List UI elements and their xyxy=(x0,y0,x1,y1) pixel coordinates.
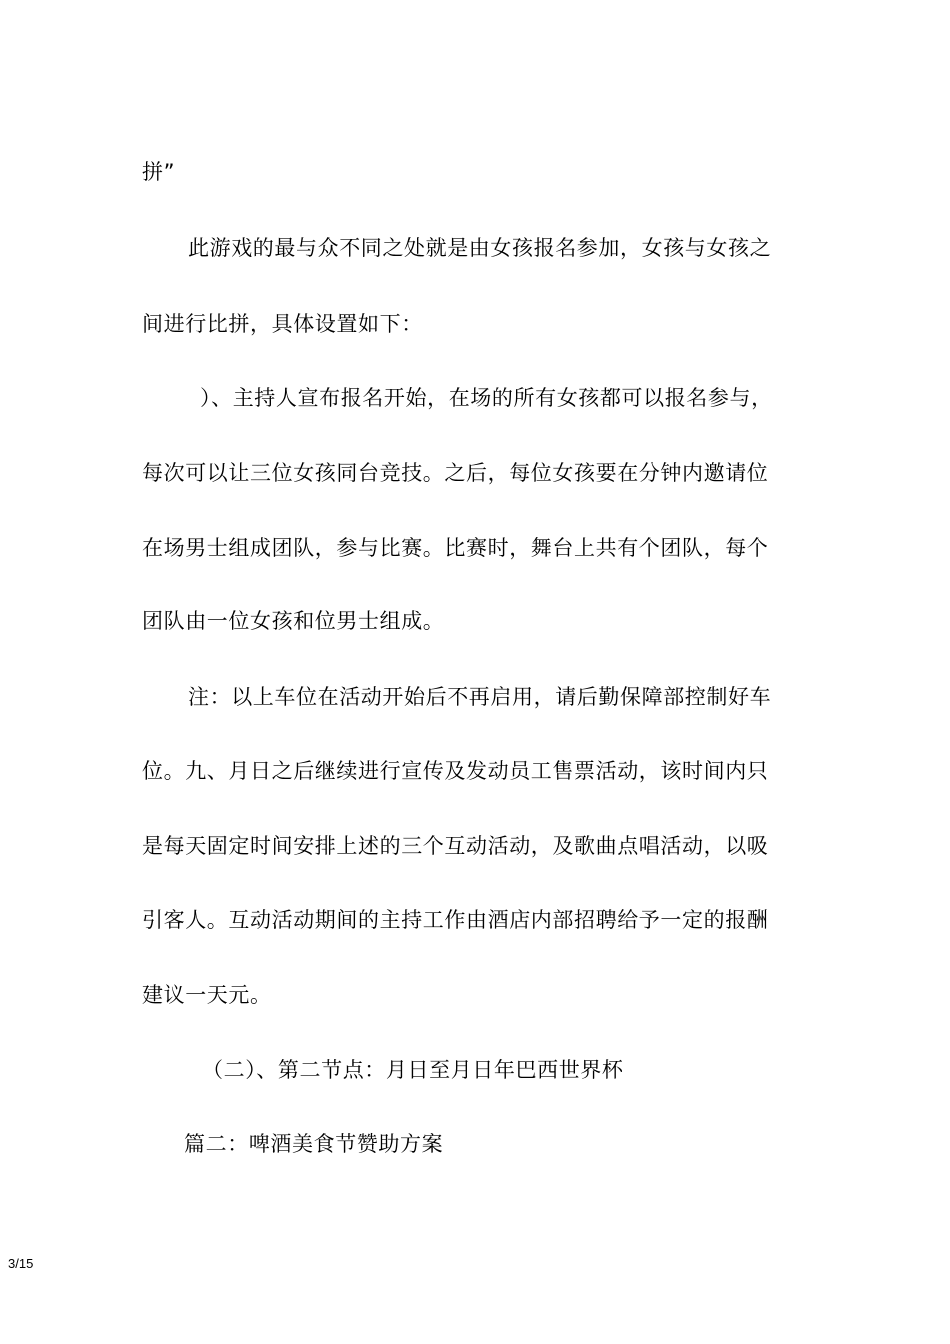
paragraph-first-line: 注：以上车位在活动开始后不再启用，请后勤保障部控制好车 xyxy=(188,685,772,709)
text-line: 在场男士组成团队，参与比赛。比赛时，舞台上共有个团队，每个 xyxy=(142,536,769,560)
text-line: 每次可以让三位女孩同台竞技。之后，每位女孩要在分钟内邀请位 xyxy=(142,461,769,485)
paragraph-first-line: 此游戏的最与众不同之处就是由女孩报名参加，女孩与女孩之 xyxy=(188,236,772,260)
paragraph-first-line: ）、主持人宣布报名开始，在场的所有女孩都可以报名参与， xyxy=(200,386,773,410)
chapter-heading: 篇二：啤酒美食节赞助方案 xyxy=(184,1132,444,1156)
page-number: 3/15 xyxy=(8,1256,34,1271)
text-line: 建议一天元。 xyxy=(142,983,272,1007)
text-line: 是每天固定时间安排上述的三个互动活动，及歌曲点唱活动，以吸 xyxy=(142,834,769,858)
text-line: 位。九、月日之后继续进行宣传及发动员工售票活动，该时间内只 xyxy=(142,759,769,783)
text-line: 团队由一位女孩和位男士组成。 xyxy=(142,609,445,633)
section-heading: （二）、第二节点：月日至月日年巴西世界杯 xyxy=(202,1058,624,1082)
text-line: 引客人。互动活动期间的主持工作由酒店内部招聘给予一定的报酬 xyxy=(142,908,769,932)
text-line: 间进行比拼，具体设置如下： xyxy=(142,312,423,336)
text-line: 拼” xyxy=(142,160,176,184)
